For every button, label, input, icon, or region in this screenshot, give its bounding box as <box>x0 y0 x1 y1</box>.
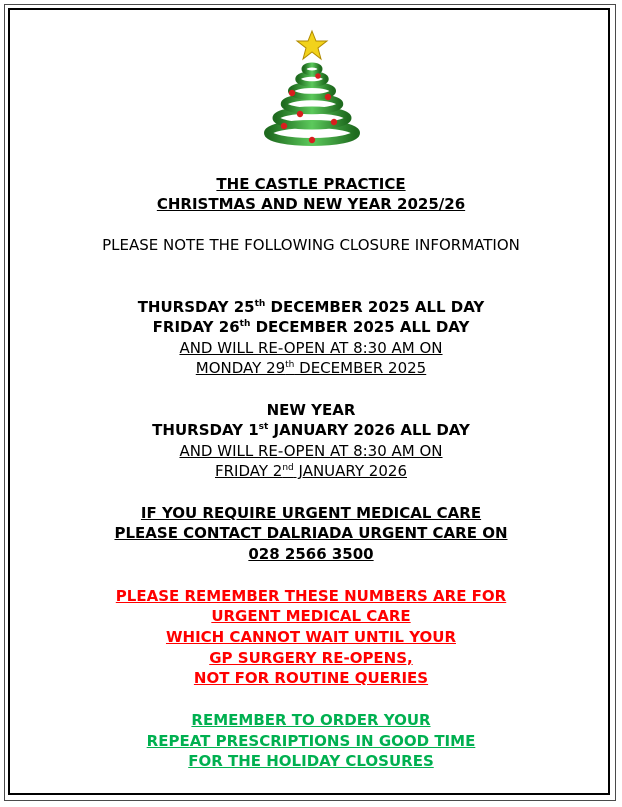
bauble-icon <box>331 119 337 125</box>
warning-line-5: NOT FOR ROUTINE QUERIES <box>193 669 429 687</box>
star-icon <box>297 31 327 59</box>
reminder-line-3: FOR THE HOLIDAY CLOSURES <box>188 752 434 770</box>
christmas-reopen-line: AND WILL RE-OPEN AT 8:30 AM ON <box>179 339 443 357</box>
christmas-reopen-date: MONDAY 29th DECEMBER 2025 <box>195 359 427 377</box>
new-year-reopen-date: FRIDAY 2nd JANUARY 2026 <box>215 462 407 480</box>
new-year-reopen-line: AND WILL RE-OPEN AT 8:30 AM ON <box>179 442 443 460</box>
practice-name: THE CASTLE PRACTICE <box>216 175 406 193</box>
bauble-icon <box>315 73 321 79</box>
bauble-icon <box>309 137 315 143</box>
warning-line-3: WHICH CANNOT WAIT UNTIL YOUR <box>165 628 457 646</box>
boxing-day-closure: FRIDAY 26th DECEMBER 2025 ALL DAY <box>152 318 470 336</box>
warning-line-4: GP SURGERY RE-OPENS, <box>209 649 413 667</box>
bauble-icon <box>325 94 331 100</box>
christmas-day-closure: THURSDAY 25th DECEMBER 2025 ALL DAY <box>137 298 485 316</box>
christmas-tree-icon <box>262 28 362 148</box>
closure-intro: PLEASE NOTE THE FOLLOWING CLOSURE INFORMATION <box>102 236 520 254</box>
urgent-care-line-2: PLEASE CONTACT DALRIADA URGENT CARE ON <box>114 524 508 542</box>
reminder-line-2: REPEAT PRESCRIPTIONS IN GOOD TIME <box>146 732 476 750</box>
urgent-care-line-1: IF YOU REQUIRE URGENT MEDICAL CARE <box>140 504 482 522</box>
bauble-icon <box>281 123 287 129</box>
warning-line-2: URGENT MEDICAL CARE <box>211 607 411 625</box>
notice-title: CHRISTMAS AND NEW YEAR 2025/26 <box>156 195 466 213</box>
reminder-line-1: REMEMBER TO ORDER YOUR <box>191 711 431 729</box>
new-year-day-closure: THURSDAY 1st JANUARY 2026 ALL DAY <box>152 421 470 439</box>
warning-line-1: PLEASE REMEMBER THESE NUMBERS ARE FOR <box>115 587 507 605</box>
bauble-icon <box>297 111 303 117</box>
bauble-icon <box>289 90 295 96</box>
urgent-care-phone: 028 2566 3500 <box>248 545 374 563</box>
new-year-heading: NEW YEAR <box>266 401 356 419</box>
